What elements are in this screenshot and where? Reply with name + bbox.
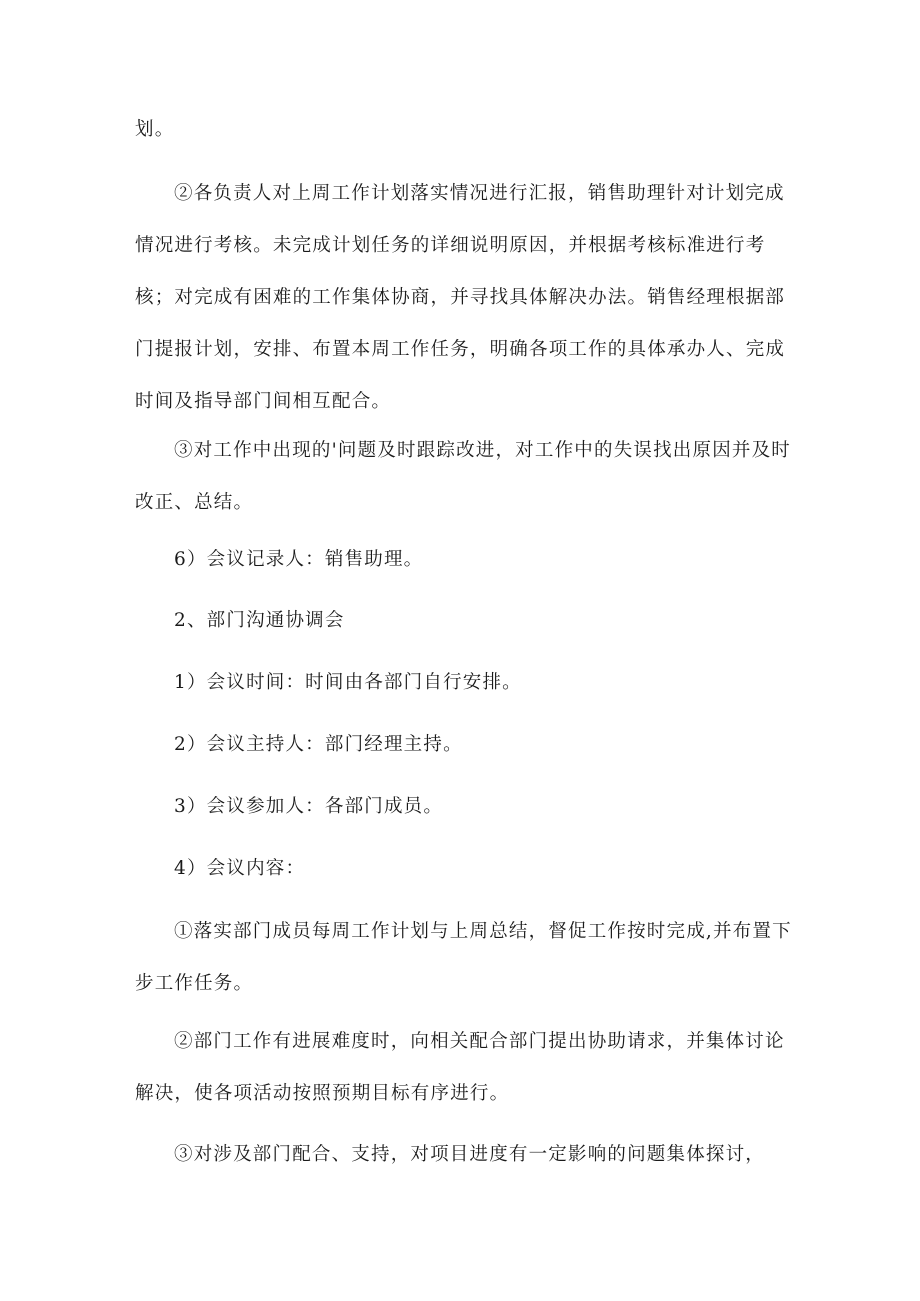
paragraph-meeting-host: 2）会议主持人：部门经理主持。 (174, 734, 463, 755)
section-heading-department-meeting: 2、部门沟通协调会 (174, 610, 345, 631)
paragraph-meeting-time: 1）会议时间：时间由各部门自行安排。 (174, 672, 522, 693)
paragraph-meeting-content: 4）会议内容： (174, 858, 306, 879)
paragraph-recorder: 6）会议记录人：销售助理。 (174, 549, 424, 570)
paragraph-item-3-issue-tracking: ③对工作中出现的'问题及时跟踪改进，对工作中的失误找出原因并及时改正、总结。 (135, 440, 791, 513)
paragraph-continuation: 划。 (135, 119, 175, 140)
paragraph-content-item-3: ③对涉及部门配合、支持，对项目进度有一定影响的问题集体探讨， (174, 1144, 766, 1165)
paragraph-content-item-2: ②部门工作有进展难度时，向相关配合部门提出协助请求，并集体讨论解决，使各项活动按照预期目标有序进行。 (135, 1031, 785, 1104)
paragraph-meeting-participants: 3）会议参加人：各部门成员。 (174, 796, 444, 817)
paragraph-content-item-1: ①落实部门成员每周工作计划与上周总结，督促工作按时完成,并布置下步工作任务。 (135, 921, 792, 994)
paragraph-item-2-report-review: ②各负责人对上周工作计划落实情况进行汇报，销售助理针对计划完成情况进行考核。未完成计划任务的详细说明原因，并根据考核标准进行考核；对完成有困难的工作集体协商，并寻找具体解决办法。销售经理根据部门提报计划，安排、布置本周工作任务，明确各项工作的具体承办人、完成时间及指导部门间相互配合。 (135, 183, 786, 412)
